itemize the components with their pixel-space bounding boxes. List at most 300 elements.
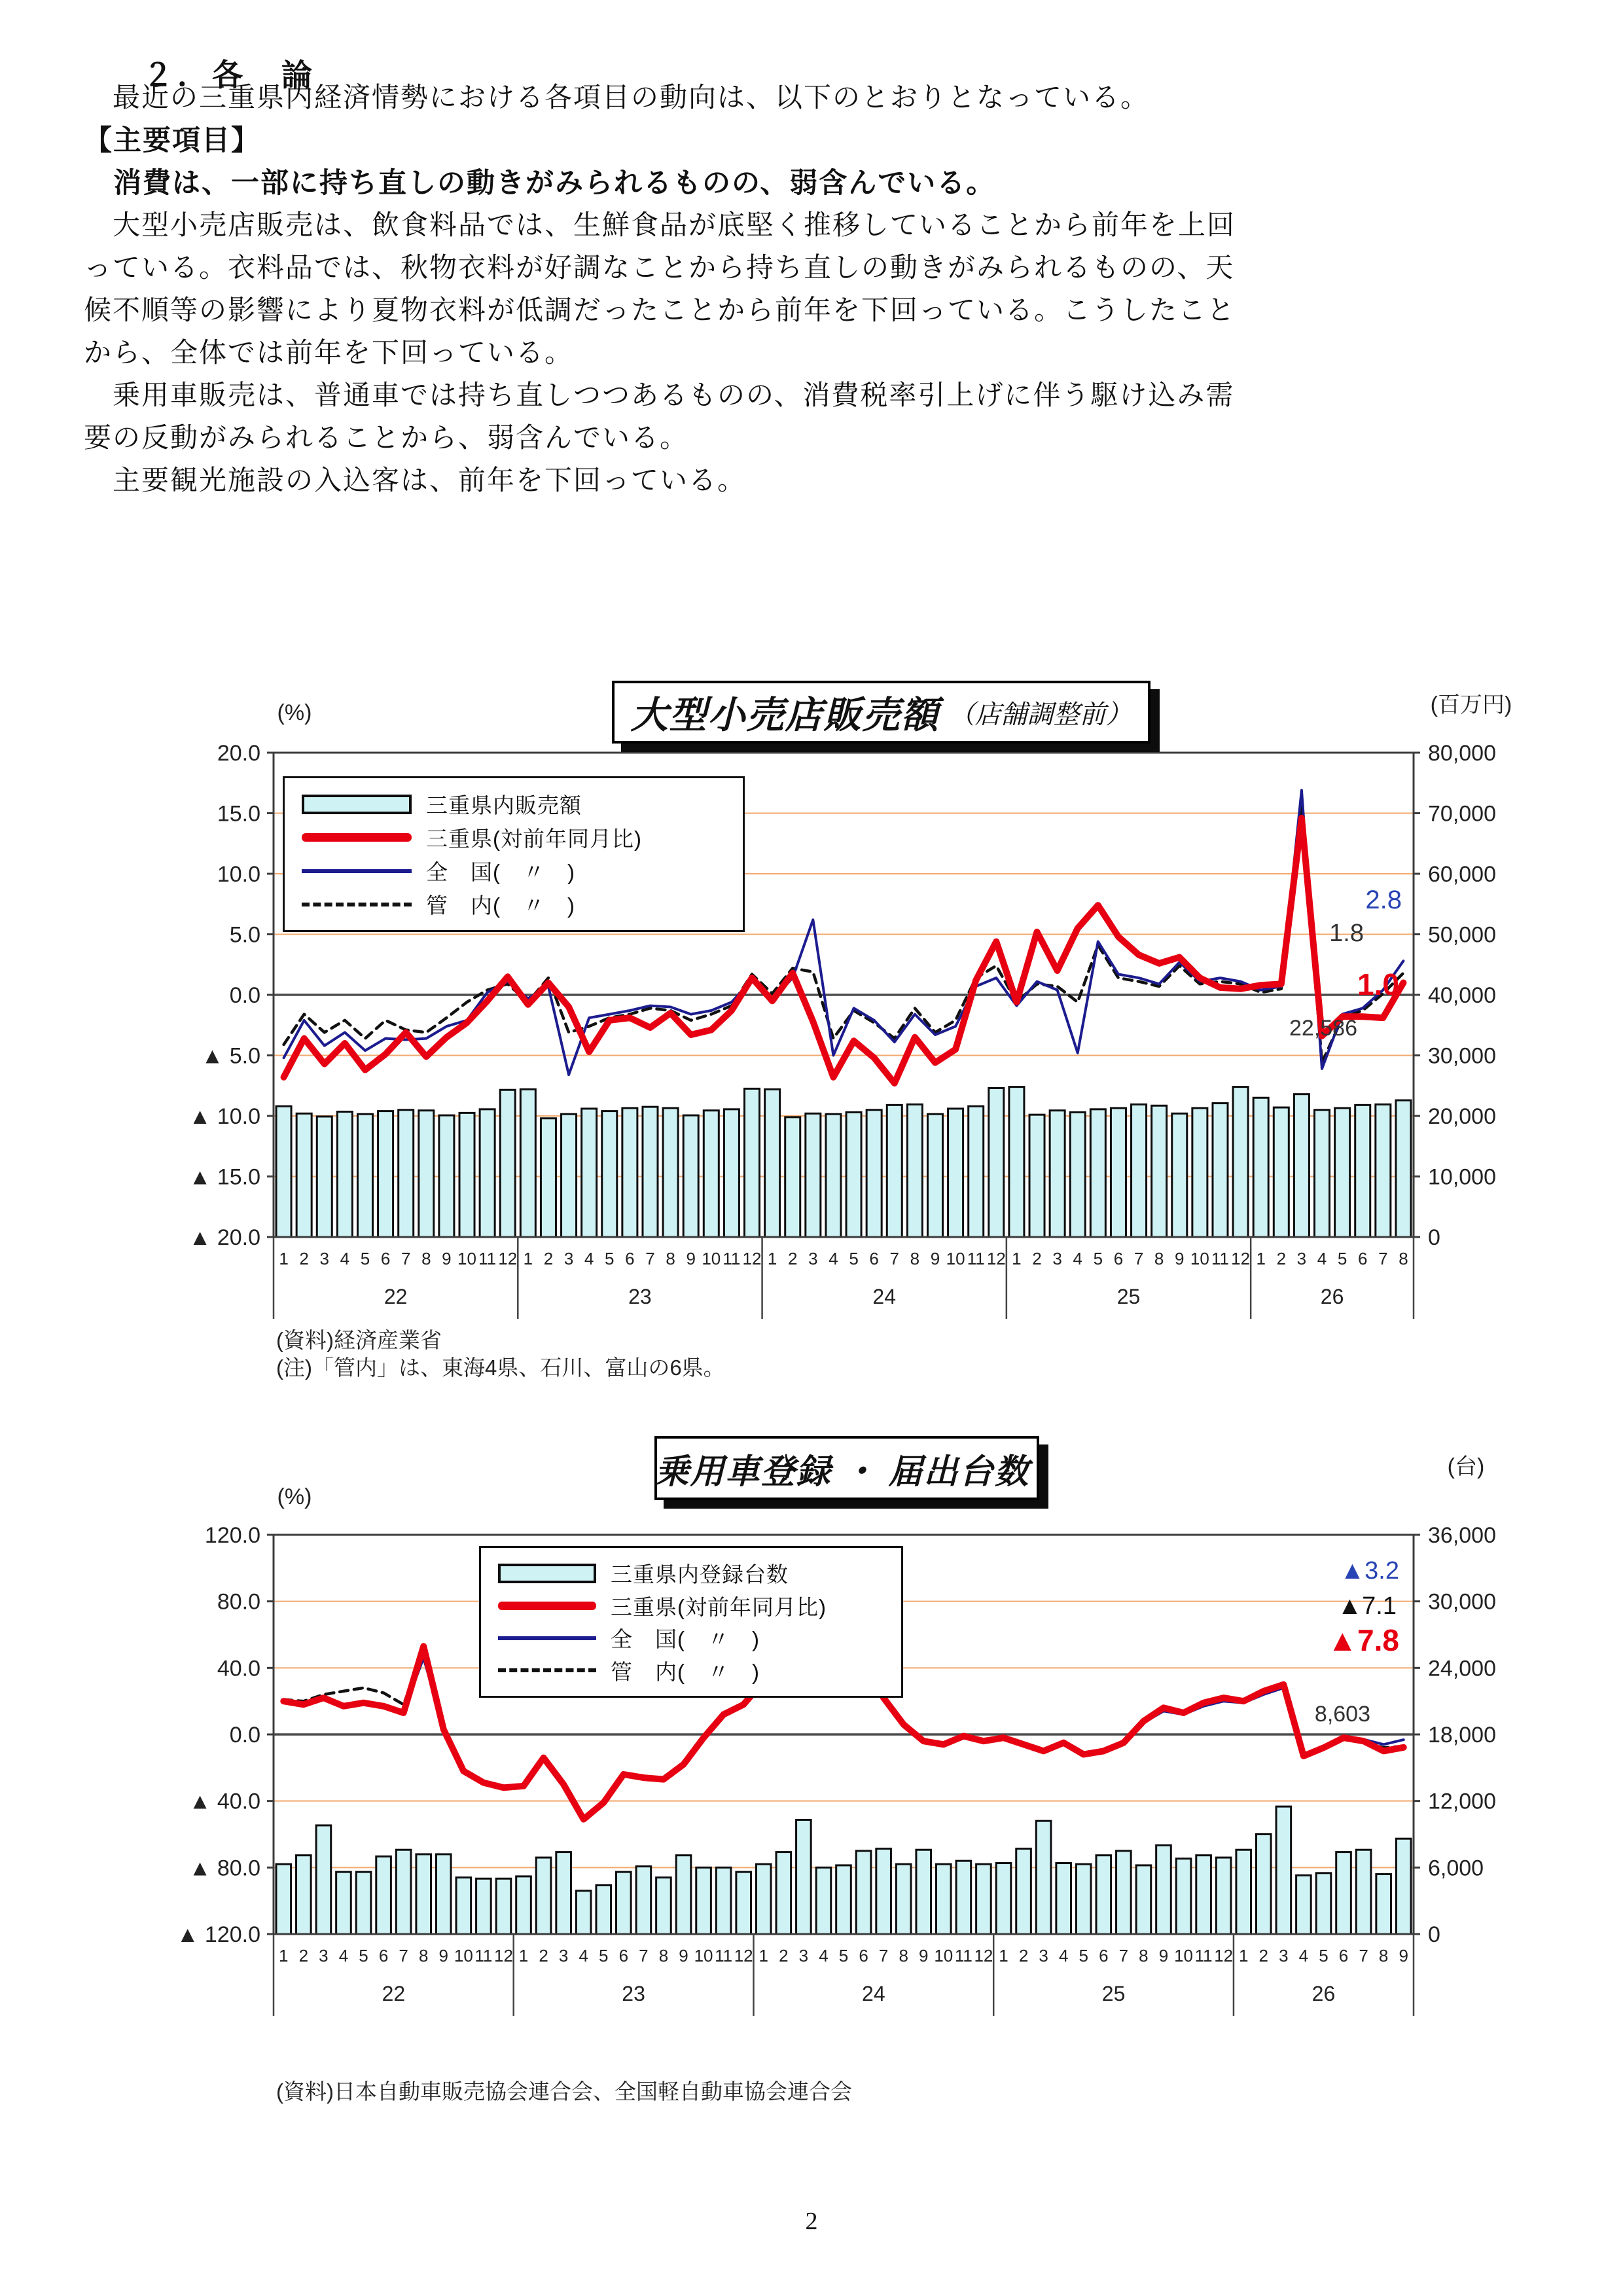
annotation-label: 8,603 — [1314, 1702, 1370, 1727]
month-label: 7 — [1359, 1946, 1368, 1965]
navy-line-swatch-icon — [498, 1636, 596, 1640]
month-label: 4 — [584, 1249, 594, 1268]
dashed-line-swatch-icon — [498, 1668, 596, 1672]
data-bar — [663, 1108, 678, 1237]
right-tick-label: 6,000 — [1428, 1856, 1484, 1881]
month-label: 8 — [1399, 1249, 1408, 1268]
month-label: 6 — [859, 1946, 868, 1965]
month-label: 5 — [599, 1946, 609, 1965]
data-bar — [476, 1878, 491, 1934]
data-bar — [378, 1111, 393, 1237]
data-bar — [1036, 1821, 1051, 1934]
bar-swatch-icon — [498, 1564, 596, 1583]
left-tick-label: 0.0 — [229, 1723, 260, 1748]
month-label: 3 — [1279, 1946, 1289, 1965]
data-bar — [480, 1109, 495, 1237]
data-bar — [316, 1825, 331, 1934]
month-label: 10 — [1190, 1249, 1209, 1268]
month-label: 2 — [787, 1249, 798, 1268]
data-bar — [1192, 1108, 1207, 1237]
data-bar — [541, 1119, 556, 1237]
data-bar — [1276, 1806, 1291, 1934]
data-bar — [826, 1114, 841, 1237]
source-note: (資料)経済産業省 — [276, 1328, 442, 1352]
data-bar — [785, 1117, 800, 1237]
left-tick-label: 10.0 — [217, 862, 260, 887]
month-label: 7 — [878, 1946, 889, 1965]
month-label: 12 — [974, 1946, 993, 1965]
month-label: 9 — [919, 1946, 929, 1965]
month-label: 8 — [910, 1249, 920, 1268]
data-bar — [683, 1115, 698, 1237]
month-label: 2 — [539, 1946, 548, 1965]
year-label: 26 — [1320, 1285, 1344, 1308]
data-bar — [616, 1872, 632, 1934]
month-label: 5 — [605, 1249, 615, 1268]
legend-label: 三重県(対前年同月比) — [426, 827, 642, 851]
month-label: 6 — [378, 1946, 389, 1965]
month-label: 3 — [563, 1249, 574, 1268]
navy-line-swatch-icon — [302, 869, 412, 873]
data-bar — [1376, 1874, 1391, 1935]
month-label: 11 — [715, 1946, 733, 1965]
month-label: 10 — [454, 1946, 473, 1965]
year-label: 26 — [1311, 1982, 1336, 2005]
right-tick-label: 70,000 — [1428, 801, 1496, 827]
month-label: 9 — [438, 1946, 449, 1965]
data-bar — [1116, 1851, 1132, 1934]
data-bar — [1136, 1865, 1151, 1934]
month-label: 2 — [1258, 1946, 1269, 1965]
month-label: 11 — [722, 1249, 741, 1268]
legend-label: 全 国( 〃 ) — [426, 860, 575, 884]
month-label: 12 — [986, 1249, 1006, 1268]
page-number: 2 — [805, 2208, 818, 2235]
data-bar — [806, 1113, 821, 1237]
month-label: 4 — [1073, 1249, 1082, 1268]
data-bar — [516, 1876, 531, 1934]
month-label: 10 — [1174, 1946, 1194, 1965]
legend-item — [302, 787, 726, 821]
month-label: 1 — [767, 1249, 777, 1268]
left-tick-label: 5.0 — [229, 922, 260, 948]
year-label: 24 — [872, 1285, 897, 1308]
left-tick-label: ▲ 120.0 — [176, 1922, 260, 1947]
chart-title-suffix: （店舗調整前） — [948, 700, 1132, 729]
data-bar — [696, 1867, 711, 1934]
legend-item — [302, 888, 726, 921]
car-paragraph-line: 乗用車販売は、普通車では持ち直しつつあるものの、消費税率引上げに伴う駆け込み需 — [84, 381, 1235, 411]
month-label: 11 — [1194, 1946, 1213, 1965]
data-bar — [276, 1864, 291, 1934]
data-bar — [1296, 1875, 1311, 1934]
left-tick-label: ▲ 40.0 — [188, 1789, 260, 1814]
data-bar — [1294, 1094, 1309, 1237]
data-bar — [876, 1849, 891, 1934]
left-tick-label: 40.0 — [217, 1656, 260, 1681]
retail-paragraph-line: 大型小売店販売は、飲食料品では、生鮮食品が底堅く推移していることから前年を上回 — [84, 211, 1236, 241]
month-label: 6 — [1338, 1946, 1349, 1965]
month-label: 5 — [838, 1946, 849, 1965]
main-items-label: 【主要項目】 — [84, 125, 260, 156]
right-tick-label: 0 — [1428, 1225, 1440, 1250]
year-label: 23 — [622, 1982, 645, 2005]
data-bar — [399, 1110, 414, 1237]
data-bar — [836, 1865, 851, 1934]
data-bar — [856, 1851, 871, 1934]
data-bar — [776, 1852, 791, 1934]
month-label: 6 — [869, 1249, 879, 1268]
month-label: 4 — [579, 1946, 588, 1965]
legend-item — [302, 821, 726, 854]
legend-label: 三重県内登録台数 — [611, 1562, 789, 1587]
month-label: 8 — [666, 1249, 675, 1268]
right-tick-label: 36,000 — [1428, 1523, 1496, 1548]
month-label: 12 — [1231, 1249, 1251, 1268]
month-label: 12 — [498, 1249, 518, 1268]
month-label: 6 — [618, 1946, 629, 1965]
body-text-block — [84, 77, 1555, 503]
month-label: 5 — [849, 1249, 859, 1268]
left-tick-label: 20.0 — [217, 741, 260, 766]
data-bar — [1152, 1105, 1167, 1237]
right-tick-label: 18,000 — [1428, 1723, 1496, 1748]
month-label: 11 — [954, 1946, 972, 1965]
right-tick-label: 24,000 — [1428, 1656, 1496, 1681]
month-label: 3 — [1052, 1249, 1062, 1268]
data-bar — [1256, 1835, 1271, 1935]
data-bar — [1233, 1087, 1248, 1237]
year-label: 22 — [382, 1982, 406, 2005]
month-label: 9 — [1399, 1946, 1408, 1965]
month-label: 1 — [523, 1249, 533, 1268]
month-label: 8 — [418, 1946, 429, 1965]
data-bar — [866, 1110, 882, 1237]
month-label: 5 — [360, 1249, 370, 1268]
annotation-label: ▲7.8 — [1327, 1623, 1399, 1657]
data-bar — [456, 1878, 471, 1934]
data-bar — [1111, 1108, 1126, 1237]
month-label: 4 — [829, 1249, 838, 1268]
month-label: 2 — [1032, 1249, 1042, 1268]
legend-label: 管 内( 〃 ) — [611, 1659, 760, 1684]
data-bar — [927, 1114, 942, 1237]
right-tick-label: 20,000 — [1428, 1104, 1496, 1129]
left-tick-label: ▲ 5.0 — [201, 1043, 260, 1069]
right-tick-label: 12,000 — [1428, 1789, 1496, 1814]
month-label: 9 — [1175, 1249, 1185, 1268]
left-tick-label: ▲ 15.0 — [188, 1164, 260, 1190]
data-bar — [676, 1856, 691, 1934]
intro-line: 最近の三重県内経済情勢における各項目の動向は、以下のとおりとなっている。 — [84, 83, 1150, 113]
data-bar — [622, 1108, 637, 1237]
data-bar — [296, 1113, 312, 1237]
month-label: 5 — [1319, 1946, 1329, 1965]
data-bar — [337, 1112, 352, 1237]
data-bar — [1090, 1109, 1105, 1237]
data-bar — [596, 1885, 611, 1934]
data-bar — [1396, 1100, 1411, 1237]
data-bar — [317, 1117, 332, 1237]
data-bar — [1029, 1115, 1044, 1237]
bars-series — [276, 1806, 1411, 1934]
data-bar — [765, 1089, 780, 1237]
chart-title-plaque — [654, 1436, 1039, 1500]
chart-legend — [283, 776, 745, 932]
data-bar — [956, 1861, 971, 1934]
data-bar — [887, 1105, 902, 1237]
month-label: 1 — [1256, 1249, 1266, 1268]
data-bar — [1196, 1856, 1211, 1934]
year-label: 25 — [1116, 1285, 1141, 1308]
left-tick-label: ▲ 80.0 — [188, 1856, 260, 1881]
data-bar — [536, 1857, 551, 1934]
month-label: 2 — [1276, 1249, 1287, 1268]
data-bar — [1355, 1105, 1370, 1237]
data-bar — [1132, 1104, 1147, 1237]
month-label: 1 — [1012, 1249, 1022, 1268]
data-bar — [1172, 1113, 1187, 1237]
data-bar — [736, 1872, 751, 1934]
month-label: 1 — [1238, 1946, 1249, 1965]
retail-paragraph-line: から、全体では前年を下回っている。 — [84, 338, 574, 368]
year-label: 23 — [628, 1285, 652, 1308]
chart-title: 乗用車登録 ・ 届出台数 — [654, 1452, 1030, 1491]
data-bar — [356, 1872, 371, 1934]
data-bar — [436, 1854, 451, 1934]
year-label: 24 — [862, 1982, 885, 2005]
month-label: 8 — [1378, 1946, 1389, 1965]
month-label: 1 — [279, 1249, 289, 1268]
month-label: 6 — [1113, 1249, 1124, 1268]
month-label: 2 — [298, 1946, 309, 1965]
data-bar — [916, 1850, 931, 1934]
data-bar — [948, 1109, 963, 1237]
month-label: 12 — [734, 1946, 753, 1965]
legend-label: 三重県内販売額 — [426, 793, 582, 817]
legend-item — [498, 1622, 884, 1655]
data-bar — [1216, 1857, 1231, 1934]
annotation-label: 1.0 — [1357, 967, 1399, 1001]
chart-legend — [479, 1546, 903, 1698]
month-label: 7 — [645, 1249, 655, 1268]
data-bar — [419, 1111, 434, 1237]
month-label: 10 — [934, 1946, 954, 1965]
month-label: 1 — [518, 1946, 529, 1965]
right-tick-label: 0 — [1428, 1922, 1440, 1947]
month-label: 2 — [543, 1249, 554, 1268]
month-label: 3 — [1296, 1249, 1307, 1268]
legend-item — [498, 1557, 884, 1590]
data-bar — [704, 1111, 719, 1237]
retail-paragraph-line: 候不順等の影響により夏物衣料が低調だったことから前年を下回っている。こうしたこと — [84, 296, 1236, 326]
month-label: 9 — [686, 1249, 696, 1268]
data-bar — [1176, 1859, 1191, 1934]
data-bar — [276, 1106, 291, 1237]
section-heading: ２．各 論 — [143, 58, 316, 92]
data-bar — [1335, 1108, 1350, 1237]
left-tick-label: 120.0 — [204, 1523, 260, 1548]
month-label: 6 — [625, 1249, 635, 1268]
month-label: 4 — [338, 1946, 349, 1965]
month-label: 12 — [742, 1249, 762, 1268]
month-label: 8 — [1154, 1249, 1164, 1268]
right-tick-label: 30,000 — [1428, 1589, 1496, 1615]
month-label: 1 — [279, 1946, 289, 1965]
data-bar — [969, 1106, 984, 1237]
data-bar — [439, 1115, 454, 1237]
data-bar — [643, 1107, 658, 1237]
data-bar — [562, 1114, 577, 1237]
year-label: 22 — [383, 1285, 408, 1308]
value-annotations — [1315, 1557, 1399, 1727]
data-bar — [716, 1867, 731, 1934]
left-tick-label: ▲ 10.0 — [188, 1104, 260, 1129]
month-label: 3 — [319, 1946, 329, 1965]
right-tick-label: 60,000 — [1428, 862, 1496, 887]
data-bar — [1016, 1849, 1031, 1934]
month-label: 8 — [421, 1249, 431, 1268]
annotation-label: 22,586 — [1289, 1016, 1357, 1041]
month-label: 5 — [1093, 1249, 1103, 1268]
legend-item — [302, 854, 726, 888]
right-axis-unit: (台) — [1447, 1454, 1485, 1479]
month-label: 5 — [1079, 1946, 1088, 1965]
month-label: 8 — [1139, 1946, 1149, 1965]
data-bar — [496, 1878, 511, 1934]
data-bar — [296, 1856, 312, 1934]
month-label: 10 — [946, 1249, 965, 1268]
data-bar — [816, 1867, 831, 1934]
left-tick-label: 0.0 — [229, 983, 260, 1008]
bar-swatch-icon — [302, 795, 412, 814]
data-bar — [1396, 1839, 1411, 1934]
month-label: 5 — [1337, 1249, 1347, 1268]
month-label: 11 — [1211, 1249, 1229, 1268]
data-bar — [1316, 1873, 1331, 1934]
month-label: 2 — [299, 1249, 309, 1268]
month-label: 8 — [899, 1946, 908, 1965]
data-bar — [1236, 1850, 1251, 1934]
data-bar — [976, 1864, 991, 1934]
month-label: 7 — [399, 1946, 408, 1965]
data-bar — [846, 1112, 861, 1237]
month-label: 7 — [889, 1249, 900, 1268]
month-label: 4 — [340, 1249, 350, 1268]
month-label: 7 — [1133, 1249, 1144, 1268]
data-bar — [576, 1891, 591, 1934]
data-bar — [1336, 1852, 1351, 1934]
annotation-label: ▲3.2 — [1340, 1557, 1399, 1585]
data-bar — [1009, 1087, 1024, 1237]
month-label: 10 — [702, 1249, 721, 1268]
left-tick-label: 15.0 — [217, 801, 260, 827]
red-line-swatch-icon — [302, 833, 412, 842]
month-label: 12 — [1214, 1946, 1234, 1965]
month-label: 6 — [1099, 1946, 1109, 1965]
right-tick-label: 80,000 — [1428, 741, 1496, 766]
month-label: 1 — [758, 1946, 768, 1965]
month-label: 1 — [999, 1946, 1008, 1965]
legend-item — [498, 1655, 884, 1687]
month-label: 2 — [779, 1946, 789, 1965]
consumption-headline: 消費は、一部に持ち直しの動きがみられるものの、弱含んでいる。 — [84, 168, 996, 199]
data-bar — [796, 1820, 812, 1934]
data-bar — [745, 1088, 760, 1237]
month-label: 7 — [1378, 1249, 1388, 1268]
data-bar — [1376, 1104, 1391, 1237]
month-label: 9 — [679, 1946, 688, 1965]
legend-item — [498, 1590, 884, 1623]
data-bar — [602, 1111, 617, 1237]
car-paragraph-line: 要の反動がみられることから、弱含んでいる。 — [84, 423, 689, 454]
data-bar — [1253, 1098, 1268, 1237]
month-label: 5 — [359, 1946, 368, 1965]
annotation-label: 2.8 — [1365, 886, 1402, 914]
data-bar — [1356, 1850, 1371, 1934]
data-bar — [1156, 1845, 1171, 1934]
data-bar — [989, 1088, 1004, 1237]
month-label: 4 — [1058, 1946, 1069, 1965]
data-bar — [357, 1114, 372, 1237]
month-label: 3 — [808, 1249, 818, 1268]
left-tick-label: 80.0 — [217, 1589, 260, 1615]
retail-paragraph-line: っている。衣料品では、秋物衣料が好調なことから持ち直しの動きがみられるものの、天 — [84, 253, 1235, 283]
annotation-label: ▲7.1 — [1337, 1592, 1397, 1620]
month-label: 4 — [1317, 1249, 1327, 1268]
data-bar — [376, 1856, 391, 1934]
red-line-swatch-icon — [498, 1602, 596, 1610]
annotation-label: 1.8 — [1329, 920, 1364, 947]
data-bar — [756, 1864, 771, 1934]
car-registration-plot — [98, 1414, 1538, 2147]
data-bar — [416, 1854, 431, 1934]
month-label: 3 — [558, 1946, 569, 1965]
data-bar — [336, 1872, 351, 1934]
chart-title: 大型小売店販売額 — [630, 694, 940, 736]
data-bar — [1076, 1864, 1091, 1934]
year-label: 25 — [1101, 1982, 1126, 2005]
left-axis-unit: (%) — [277, 1484, 312, 1509]
retail-sales-chart — [98, 628, 1538, 1394]
data-bar — [896, 1864, 911, 1934]
month-label: 4 — [819, 1946, 829, 1965]
month-label: 11 — [474, 1946, 493, 1965]
data-bar — [1213, 1103, 1228, 1237]
data-bar — [582, 1109, 597, 1237]
month-label: 12 — [493, 1946, 513, 1965]
data-bar — [1056, 1863, 1071, 1934]
dashed-line-swatch-icon — [302, 903, 412, 906]
month-label: 6 — [1357, 1249, 1368, 1268]
data-bar — [636, 1867, 651, 1934]
data-bar — [1315, 1110, 1330, 1237]
source-note: (資料)日本自動車販売協会連合会、全国軽自動車協会連合会 — [276, 2079, 852, 2104]
month-label: 11 — [478, 1249, 497, 1268]
data-bar — [1096, 1856, 1111, 1934]
x-axis-labels — [274, 1934, 1414, 2016]
bars-series — [276, 1087, 1411, 1237]
data-bar — [996, 1863, 1011, 1934]
data-bar — [656, 1878, 671, 1934]
month-label: 10 — [694, 1946, 713, 1965]
month-label: 9 — [1158, 1946, 1169, 1965]
car-registration-chart — [98, 1414, 1538, 2147]
legend-label: 三重県(対前年同月比) — [611, 1594, 827, 1619]
data-bar — [1050, 1111, 1065, 1237]
data-bar — [520, 1089, 535, 1237]
data-bar — [1070, 1112, 1085, 1237]
